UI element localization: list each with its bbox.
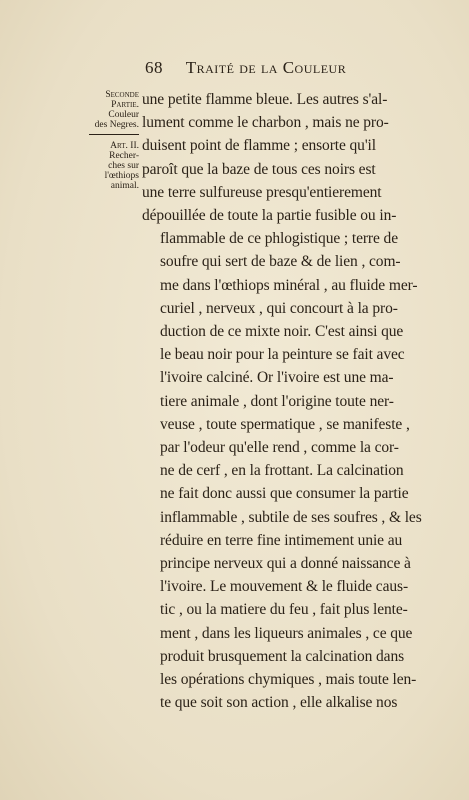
text-line: me dans l'œthiops minéral , au fluide mer-: [160, 276, 418, 294]
margin-note-line: ches sur: [108, 161, 139, 171]
text-line: veuse , toute spermatique , se manifeste ,: [160, 415, 410, 433]
margin-note-line: Couleur: [108, 110, 139, 120]
text-line: te que soit son action , elle alkalise nos: [160, 694, 398, 712]
margin-note-line: animal.: [110, 181, 139, 191]
text-line: duction de ce mixte noir. C'est ainsi que: [160, 323, 404, 341]
text-line: soufre qui sert de baze & de lien , com-: [160, 253, 401, 271]
text-line: ment , dans les liqueurs animales , ce que: [160, 624, 413, 642]
body-text: [142, 88, 442, 714]
text-line: lument comme le charbon , mais ne pro-: [142, 114, 389, 132]
text-line: dépouillée de toute la partie fusible ou in-: [142, 207, 397, 225]
running-title: Traité de la Couleur: [185, 58, 347, 77]
margin-note-line: Seconde: [105, 90, 139, 100]
text-line: curiel , nerveux , qui concourt à la pro-: [160, 299, 398, 317]
text-line: ne fait donc aussi que consumer la partie: [160, 485, 409, 503]
text-line: une petite flamme bleue. Les autres s'al-: [142, 91, 388, 108]
margin-note-line: l'œthiops: [104, 171, 139, 181]
text-line: l'ivoire. Le mouvement & le fluide caus-: [160, 578, 409, 596]
text-line: les opérations chymiques , mais toute len-: [160, 671, 417, 689]
text-line: duisent point de flamme ; ensorte qu'il: [142, 137, 376, 155]
text-line: l'ivoire calciné. Or l'ivoire est une ma-: [160, 369, 394, 387]
text-line: inflammable , subtile de ses soufres , & les: [160, 508, 422, 526]
running-header: [145, 58, 405, 78]
margin-note-line: Recher-: [109, 151, 139, 161]
text-line: le beau noir pour la peinture se fait avec: [160, 346, 405, 364]
margin-notes: [84, 90, 139, 191]
text-line: flammable de ce phlogistique ; terre de: [160, 230, 398, 248]
text-line: réduire en terre fine intimement unie au: [160, 531, 403, 549]
text-line: par l'odeur qu'elle rend , comme la cor-: [160, 439, 399, 457]
margin-note-line: Partie.: [111, 100, 139, 110]
margin-note-line: Art. II.: [110, 141, 139, 151]
text-line: tic , ou la matiere du feu , fait plus lente-: [160, 601, 408, 619]
text-line: ne de cerf , en la frottant. La calcination: [160, 462, 404, 480]
page-number: 68: [145, 58, 163, 77]
text-line: tiere animale , dont l'origine toute ner-: [160, 392, 394, 410]
margin-note-line: des Negres.: [94, 120, 139, 130]
text-line: une terre sulfureuse presqu'entierement: [142, 183, 382, 201]
text-line: produit brusquement la calcination dans: [160, 647, 405, 665]
text-line: paroît que la baze de tous ces noirs est: [142, 160, 376, 178]
text-line: principe nerveux qui a donné naissance à: [160, 555, 411, 573]
margin-note-rule: [89, 134, 139, 135]
